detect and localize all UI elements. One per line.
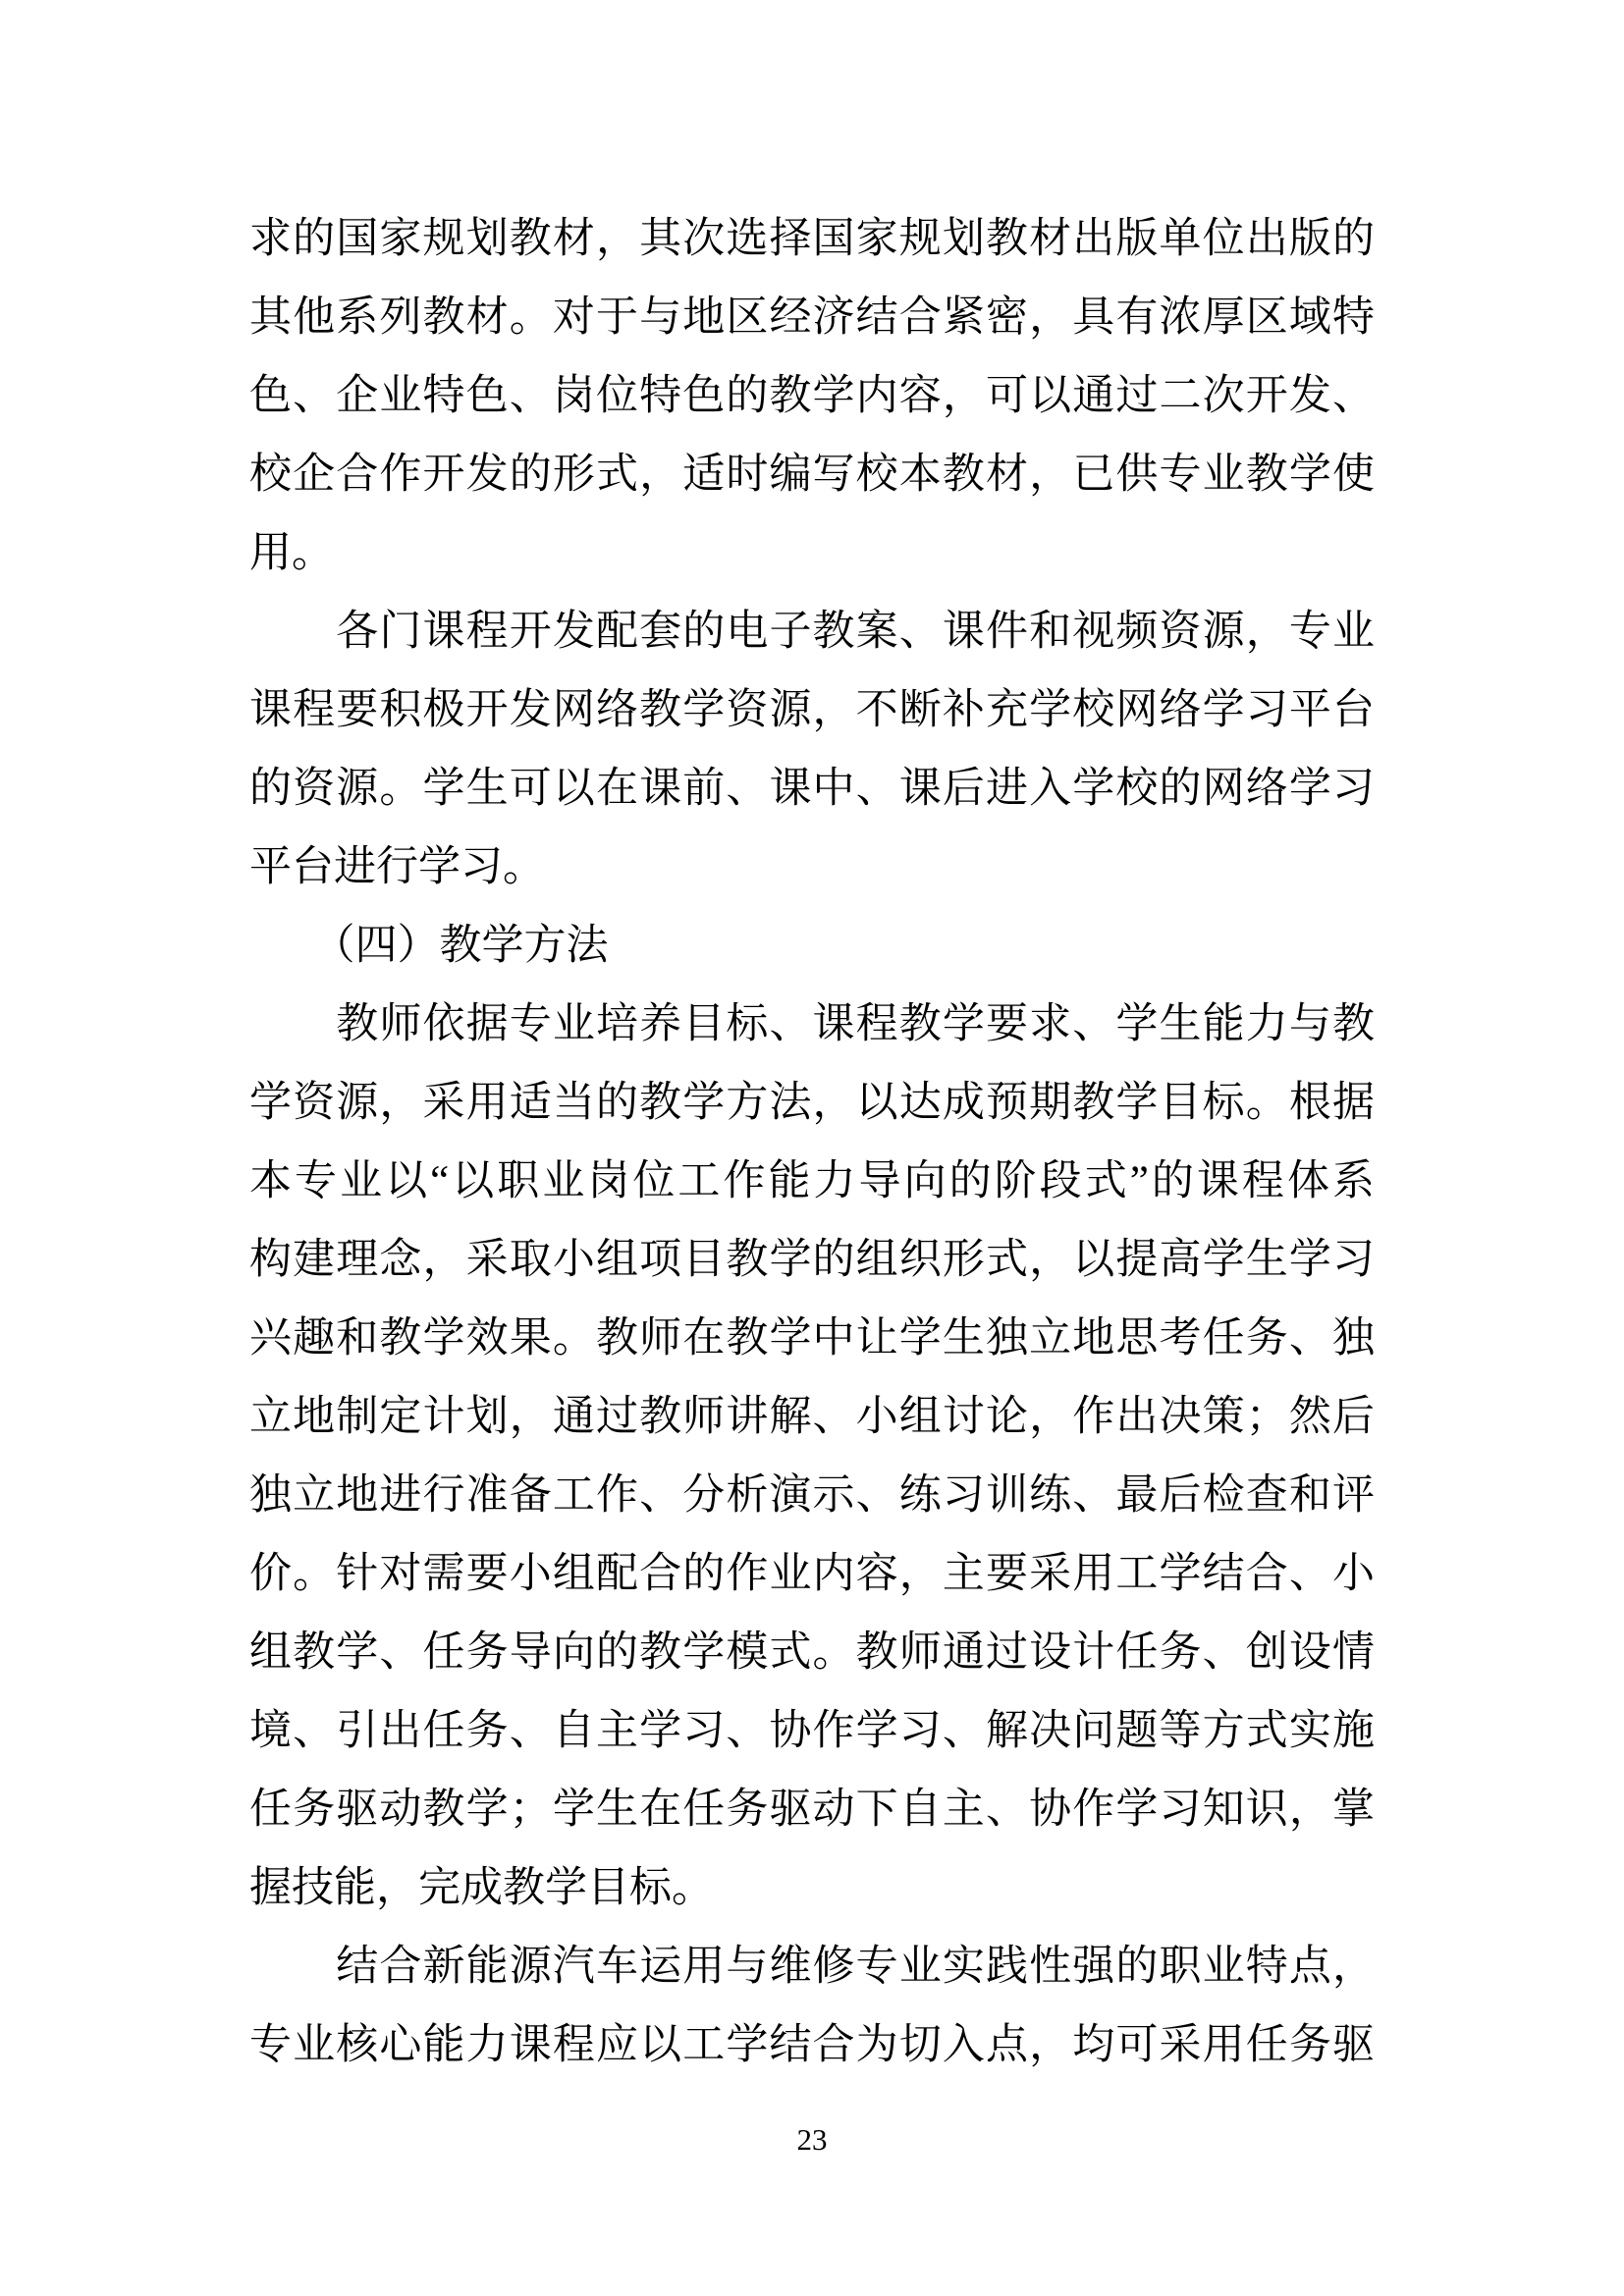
text-line-2: 其他系列教材。对于与地区经济结合紧密，具有浓厚区域特 — [249, 294, 1375, 341]
text-line-15: 兴趣和教学效果。教师在教学中让学生独立地思考任务、独 — [249, 1315, 1375, 1362]
text-line-24: 专业核心能力课程应以工学结合为切入点，均可采用任务驱 — [249, 2022, 1375, 2068]
page-number: 23 — [796, 2122, 828, 2157]
text-line-19: 组教学、任务导向的教学模式。教师通过设计任务、创设情 — [249, 1629, 1375, 1676]
text-line-8: 的资源。学生可以在课前、课中、课后进入学校的网络学习 — [249, 766, 1375, 812]
text-line-4: 校企合作开发的形式，适时编写校本教材，已供专业教学使 — [249, 452, 1375, 498]
text-line-18: 价。针对需要小组配合的作业内容，主要采用工学结合、小 — [249, 1551, 1375, 1597]
text-line-3: 色、企业特色、岗位特色的教学内容，可以通过二次开发、 — [249, 373, 1375, 419]
text-line-13: 本专业以“以职业岗位工作能力导向的阶段式”的课程体系 — [249, 1158, 1375, 1204]
text-line-21: 任务驱动教学；学生在任务驱动下自主、协作学习知识，掌 — [249, 1787, 1375, 1833]
body-text-block — [249, 200, 1375, 2085]
text-line-12: 学资源，采用适当的教学方法，以达成预期教学目标。根据 — [249, 1080, 1375, 1126]
text-line-23-paragraph-start: 结合新能源汽车运用与维修专业实践性强的职业特点， — [249, 1944, 1375, 1990]
text-line-9-paragraph-end: 平台进行学习。 — [249, 844, 545, 890]
text-line-16: 立地制定计划，通过教师讲解、小组讨论，作出决策；然后 — [249, 1394, 1375, 1440]
text-line-22-paragraph-end: 握技能，完成教学目标。 — [249, 1865, 714, 1911]
text-line-11-paragraph-start: 教师依据专业培养目标、课程教学要求、学生能力与教 — [249, 1001, 1375, 1047]
text-line-17: 独立地进行准备工作、分析演示、练习训练、最后检查和评 — [249, 1472, 1375, 1519]
text-line-20: 境、引出任务、自主学习、协作学习、解决问题等方式实施 — [249, 1708, 1375, 1754]
text-line-14: 构建理念，采取小组项目教学的组织形式，以提高学生学习 — [249, 1237, 1375, 1283]
text-line-1: 求的国家规划教材，其次选择国家规划教材出版单位出版的 — [249, 216, 1375, 262]
text-line-5-paragraph-end: 用。 — [249, 530, 334, 576]
text-line-7: 课程要积极开发网络教学资源，不断补充学校网络学习平台 — [249, 687, 1375, 733]
section-heading-line: （四）教学方法 — [249, 923, 609, 969]
text-line-6-paragraph-start: 各门课程开发配套的电子教案、课件和视频资源，专业 — [249, 609, 1375, 655]
